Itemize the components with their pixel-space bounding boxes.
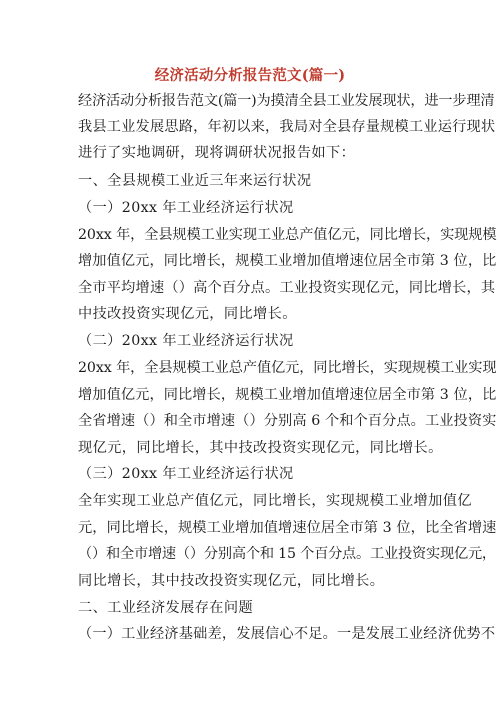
- section-heading: 二、工业经济发展存在问题: [78, 600, 254, 616]
- paragraph-line: 我县工业发展思路，年初以来，我局对全县存量规模工业运行现状: [78, 119, 496, 135]
- subsection-heading: （二）20xx 年工业经济运行状况: [78, 333, 294, 349]
- paragraph-line: （）和全市增速（）分别高个和 15 个百分点。工业投资实现亿元，: [78, 546, 496, 562]
- subsection-heading: （一）20xx 年工业经济运行状况: [78, 200, 294, 216]
- paragraph-line: 进行了实地调研，现将调研状况报告如下：: [78, 145, 356, 161]
- paragraph-line: 元，同比增长，规模工业增加值增速位居全市第 3 位，比全省增速: [78, 520, 497, 536]
- paragraph-line: 增加值亿元，同比增长，规模工业增加值增速位居全市第 3 位，比: [78, 253, 497, 269]
- paragraph-line: 增加值亿元，同比增长，规模工业增加值增速位居全市第 3 位，比: [78, 387, 497, 403]
- subsection-heading: （三）20xx 年工业经济运行状况: [78, 466, 294, 482]
- section-heading: 一、全县规模工业近三年来运行状况: [78, 173, 312, 189]
- paragraph-line: 中技改投资实现亿元，同比增长。: [78, 306, 297, 322]
- paragraph-line: （一）工业经济基础差，发展信心不足。一是发展工业经济优势不: [78, 626, 496, 642]
- paragraph-line: 现亿元，同比增长，其中技改投资实现亿元，同比增长。: [78, 440, 443, 456]
- paragraph-line: 全年实现工业总产值亿元，同比增长，实现规模工业增加值亿: [78, 493, 472, 509]
- paragraph-line: 全省增速（）和全市增速（）分别高 6 个和个百分点。工业投资实: [78, 413, 497, 429]
- paragraph-line: 20xx 年，全县规模工业总产值亿元，同比增长，实现规模工业实现: [78, 360, 497, 376]
- paragraph-line: 全市平均增速（）高个百分点。工业投资实现亿元，同比增长，其: [78, 280, 496, 296]
- paragraph-line: 20xx 年，全县规模工业实现工业总产值亿元，同比增长，实现规模: [78, 227, 497, 243]
- paragraph-line: 同比增长，其中技改投资实现亿元，同比增长。: [78, 573, 385, 589]
- paragraph-line: 经济活动分析报告范文(篇一)为摸清全县工业发展现状，进一步理清: [78, 93, 495, 109]
- document-title: 经济活动分析报告范文(篇一): [154, 67, 346, 84]
